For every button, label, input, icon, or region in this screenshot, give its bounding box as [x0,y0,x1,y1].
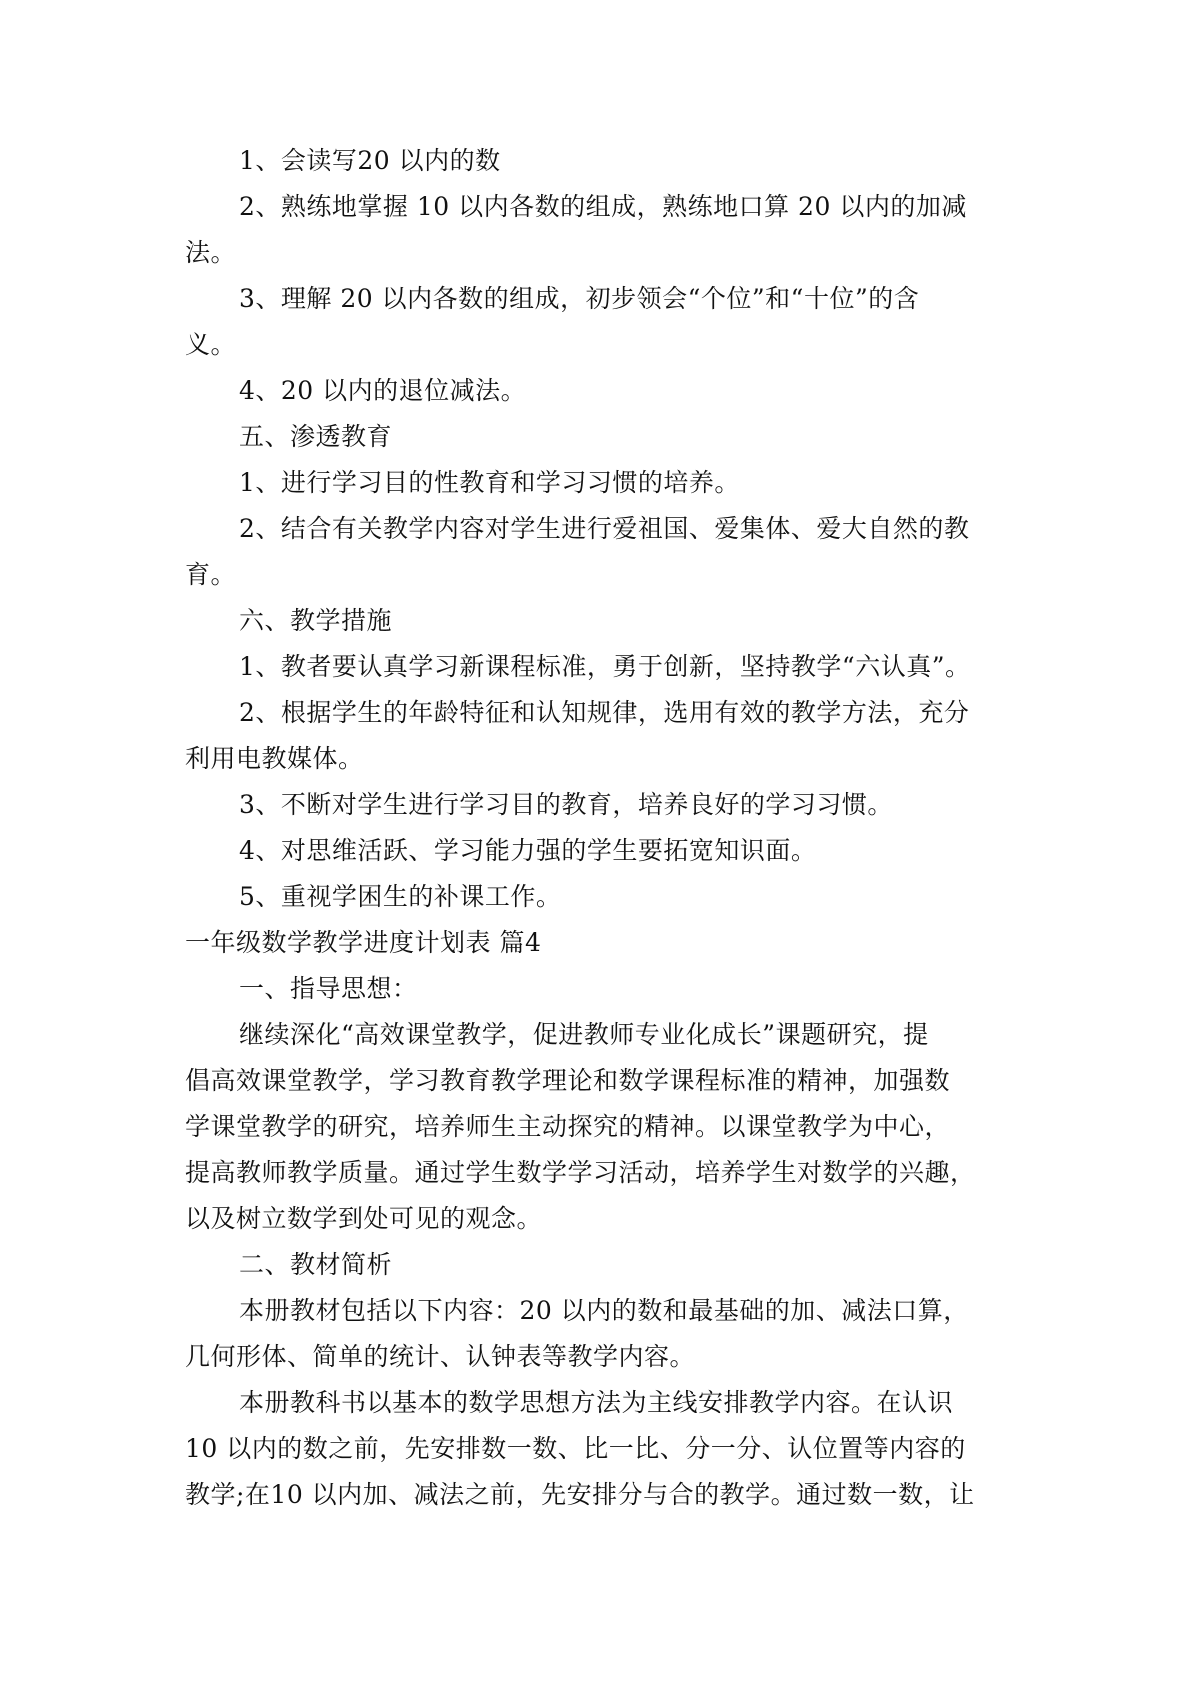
list-item: 3、理解 20 以内各数的组成，初步领会“个位”和“十位”的含 [239,284,920,313]
paragraph-line: 学课堂教学的研究，培养师生主动探究的精神。以课堂教学为中心， [185,1112,951,1141]
paragraph-line: 教学;在10 以内加、减法之前，先安排分与合的教学。通过数一数，让 [185,1480,975,1509]
paragraph-line: 本册教科书以基本的数学思想方法为主线安排教学内容。在认识 [239,1388,954,1417]
list-item: 2、结合有关教学内容对学生进行爱祖国、爱集体、爱大自然的教 [239,514,970,543]
list-item: 1、教者要认真学习新课程标准，勇于创新，坚持教学“六认真”。 [239,652,971,681]
paragraph-line: 以及树立数学到处可见的观念。 [185,1204,543,1233]
paragraph-line: 几何形体、简单的统计、认钟表等教学内容。 [185,1342,696,1371]
text-line: 利用电教媒体。 [185,744,364,773]
paragraph-line: 倡高效课堂教学，学习教育教学理论和数学课程标准的精神，加强数 [185,1066,951,1095]
paragraph-line: 继续深化“高效课堂教学，促进教师专业化成长”课题研究，提 [239,1020,929,1049]
paragraph-line: 提高教师教学质量。通过学生数学学习活动，培养学生对数学的兴趣， [185,1158,976,1187]
list-item: 4、20 以内的退位减法。 [239,376,527,405]
text-line: 义。 [185,330,237,359]
list-item: 2、根据学生的年龄特征和认知规律，选用有效的教学方法，充分 [239,698,970,727]
list-item: 1、会读写20 以内的数 [239,146,501,175]
section-heading: 五、渗透教育 [239,422,393,451]
list-item: 2、熟练地掌握 10 以内各数的组成，熟练地口算 20 以内的加减 [239,192,967,221]
list-item: 3、不断对学生进行学习目的教育，培养良好的学习习惯。 [239,790,893,819]
document-body [185,138,1027,1518]
section-heading: 一、指导思想： [239,974,418,1003]
list-item: 1、进行学习目的性教育和学习习惯的培养。 [239,468,740,497]
section-heading: 六、教学措施 [239,606,393,635]
text-line: 法。 [185,238,237,267]
text-line: 育。 [185,560,237,589]
paragraph-line: 10 以内的数之前，先安排数一数、比一比、分一分、认位置等内容的 [185,1434,966,1463]
list-item: 4、对思维活跃、学习能力强的学生要拓宽知识面。 [239,836,817,865]
section-heading: 二、教材简析 [239,1250,393,1279]
document-title: 一年级数学教学进度计划表 篇4 [185,928,542,957]
paragraph-line: 本册教材包括以下内容：20 以内的数和最基础的加、减法口算， [239,1296,969,1325]
list-item: 5、重视学困生的补课工作。 [239,882,562,911]
